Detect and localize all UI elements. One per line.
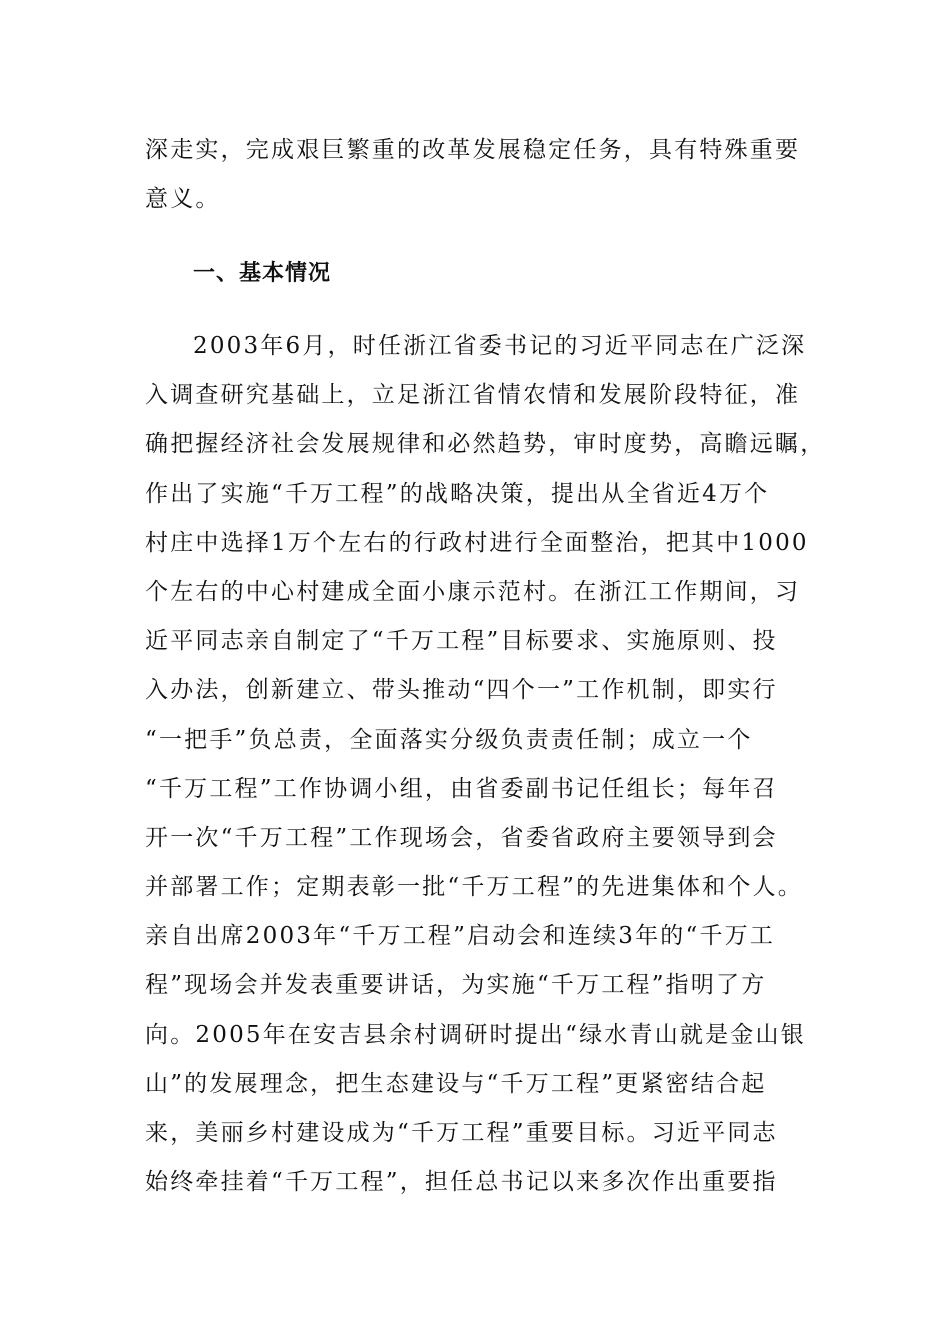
paragraph-line: 山”的发展理念，把生态建设与“千万工程”更紧密结合起 [145, 1070, 767, 1097]
body-paragraph [145, 322, 826, 1207]
paragraph-line: 并部署工作；定期表彰一批“千万工程”的先进集体和个人。 [145, 874, 803, 901]
paragraph-line: 向。2005年在安吉县余村调研时提出“绿水青山就是金山银 [145, 1021, 806, 1048]
paragraph-line: 入办法，创新建立、带头推动“四个一”工作机制，即实行 [145, 677, 778, 704]
paragraph-line: 深走实，完成艰巨繁重的改革发展稳定任务，具有特殊重要 [145, 137, 801, 163]
paragraph-line: “千万工程”工作协调小组，由省委副书记任组长；每年召 [145, 775, 778, 802]
paragraph-line: 个左右的中心村建成全面小康示范村。在浙江工作期间，习 [145, 578, 801, 605]
paragraph-line: 亲自出席2003年“千万工程”启动会和连续3年的“千万工 [145, 923, 776, 950]
paragraph-line: 村庄中选择1万个左右的行政村进行全面整治，把其中1000 [145, 529, 809, 556]
paragraph-line: 开一次“千万工程”工作现场会，省委省政府主要领导到会 [145, 824, 778, 851]
paragraph-line: 入调查研究基础上，立足浙江省情农情和发展阶段特征，准 [145, 382, 801, 409]
intro-paragraph [145, 126, 815, 224]
paragraph-line: 意义。 [145, 186, 221, 213]
paragraph-line: 程”现场会并发表重要讲话，为实施“千万工程”指明了方 [145, 972, 767, 999]
paragraph-line: 作出了实施“千万工程”的战略决策，提出从全省近4万个 [145, 480, 770, 507]
paragraph-line: 来，美丽乡村建设成为“千万工程”重要目标。习近平同志 [145, 1120, 778, 1146]
paragraph-line: 近平同志亲自制定了“千万工程”目标要求、实施原则、投 [145, 628, 778, 655]
paragraph-line: 2003年6月，时任浙江省委书记的习近平同志在广泛深 [193, 333, 807, 359]
paragraph-line: “一把手”负总责，全面落实分级负责责任制；成立一个 [145, 726, 753, 753]
paragraph-line: 始终牵挂着“千万工程”，担任总书记以来多次作出重要指 [145, 1169, 778, 1196]
paragraph-line: 确把握经济社会发展规律和必然趋势，审时度势，高瞻远瞩， [145, 431, 826, 458]
section-heading: 一、基本情况 [193, 261, 332, 286]
